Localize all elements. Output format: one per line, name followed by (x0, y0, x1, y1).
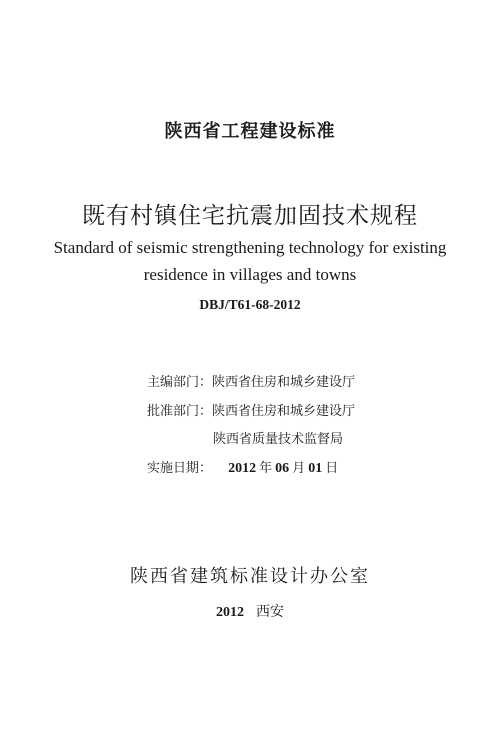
publisher-office: 陕西省建筑标准设计办公室 (130, 566, 370, 587)
document-title-english-line-1: Standard of seismic strengthening technology for existing (53, 238, 447, 257)
effective-date-row (147, 457, 341, 477)
approver-department-row-2 (213, 428, 343, 447)
standard-code: DBJ/T61-68-2012 (199, 297, 301, 312)
effective-date-day-unit: 日 (325, 461, 339, 476)
document-title-english-line-2: residence in villages and towns (143, 265, 357, 284)
approver-department-value-2: 陕西省质量技术监督局 (213, 432, 344, 447)
footer-city: 西安 (256, 604, 284, 620)
effective-date-year-unit: 年 (259, 461, 273, 476)
editor-department-row (147, 371, 355, 390)
effective-date-month: 06 (275, 461, 290, 476)
effective-date-value (228, 457, 341, 477)
approver-department-label: 批准部门： (147, 404, 213, 419)
editor-department-label: 主编部门： (147, 375, 213, 390)
effective-date-label: 实施日期： (147, 461, 213, 476)
footer-year-city (0, 601, 500, 621)
approver-department-row (147, 400, 355, 419)
approver-department-value-1: 陕西省住房和城乡建设厅 (212, 404, 356, 419)
document-title-chinese: 既有村镇住宅抗震加固技术规程 (82, 203, 418, 229)
effective-date-year: 2012 (228, 461, 257, 476)
editor-department-value: 陕西省住房和城乡建设厅 (212, 375, 356, 390)
effective-date-month-unit: 月 (292, 461, 306, 476)
footer-year: 2012 (216, 605, 244, 620)
issuer-heading: 陕西省工程建设标准 (164, 121, 336, 142)
effective-date-day: 01 (308, 461, 323, 476)
